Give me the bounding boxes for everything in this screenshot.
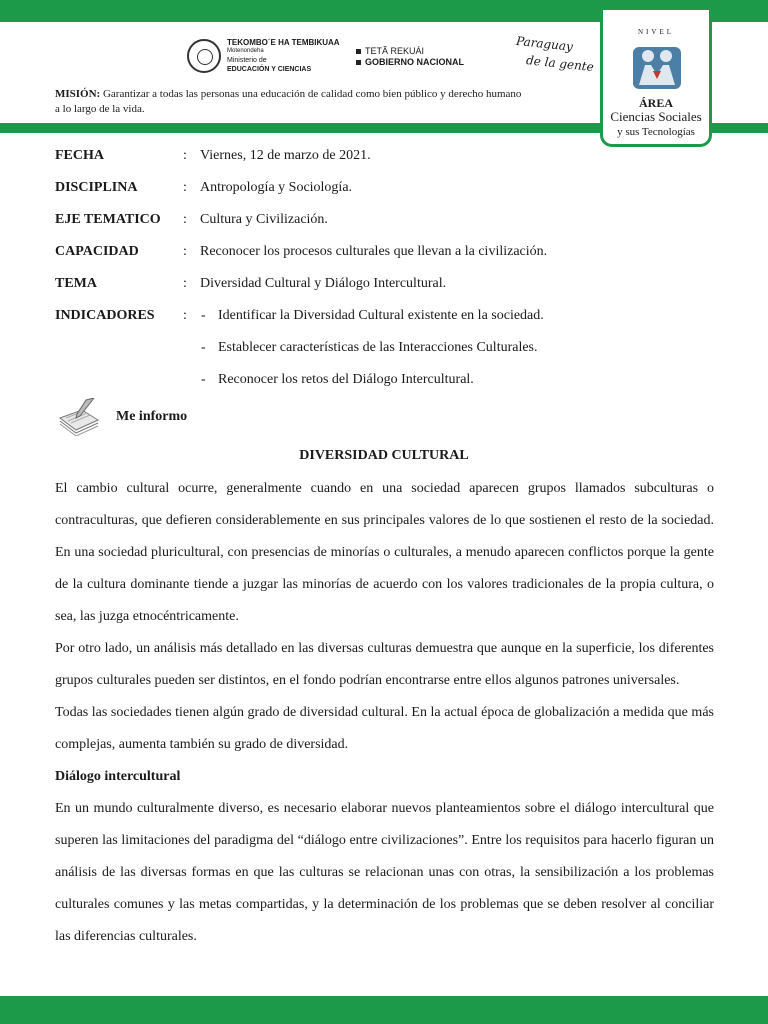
badge-area: ÁREA — [638, 96, 673, 110]
logo1-line4: EDUCACIÓN Y CIENCIAS — [227, 66, 312, 73]
square-icon — [356, 49, 361, 54]
logo1-line3: Ministerio de — [227, 57, 267, 64]
government-logo — [356, 46, 464, 68]
badge-area-name: Ciencias Sociales — [610, 109, 702, 124]
meta-label: DISCIPLINA — [55, 180, 138, 195]
logo2-line2: GOBIERNO NACIONAL — [365, 57, 464, 67]
me-informo-section — [56, 398, 187, 436]
meta-row-capacidad — [55, 244, 735, 276]
meta-value: Antropología y Sociología. — [200, 180, 353, 195]
bullet-dash: - — [201, 340, 206, 355]
meta-label: EJE TEMATICO — [55, 212, 161, 227]
meta-colon: : — [183, 148, 187, 163]
meta-colon: : — [183, 308, 187, 323]
meta-label: FECHA — [55, 148, 104, 163]
notebook-pencil-icon — [56, 398, 102, 436]
meta-row-eje — [55, 212, 735, 244]
badge-nivel: NIVEL — [638, 28, 674, 36]
indicator-item: Identificar la Diversidad Cultural existente en la sociedad. — [218, 308, 544, 323]
footer-green-bar — [0, 996, 768, 1024]
logo1-line1: TEKOMBO´E HA TEMBIKUAA — [227, 38, 340, 47]
section-title: DIVERSIDAD CULTURAL — [299, 448, 469, 463]
paragraph-3: Todas las sociedades tienen algún grado de diversidad cultural. En la actual época de globalización a medida que más complejas, aumenta también su grado de diversidad. — [55, 705, 714, 752]
subheading: Diálogo intercultural — [55, 769, 181, 784]
meta-colon: : — [183, 212, 187, 227]
logo3-line1: Paraguay — [515, 33, 574, 54]
meta-colon: : — [183, 244, 187, 259]
mission-statement — [55, 87, 525, 117]
meta-label: INDICADORES — [55, 308, 155, 323]
indicator-item: Reconocer los retos del Diálogo Intercultural. — [218, 372, 474, 387]
body-text — [55, 473, 714, 953]
indicator-item: Establecer características de las Interacciones Culturales. — [218, 340, 538, 355]
meta-value: Reconocer los procesos culturales que llevan a la civilización. — [200, 244, 548, 259]
badge-level: TERCER — [626, 11, 686, 26]
meta-row-disciplina — [55, 180, 735, 212]
meta-row-fecha — [55, 148, 735, 180]
logo1-line2: Motenondeha — [227, 48, 264, 54]
mission-text: Garantizar a todas las personas una educación de calidad como bien público y derecho humano a lo largo de la vida. — [55, 88, 522, 115]
bullet-dash: - — [201, 308, 206, 323]
meta-row-indicadores — [55, 308, 735, 340]
meta-label: TEMA — [55, 276, 97, 291]
paragraph-1: El cambio cultural ocurre, generalmente cuando en una sociedad aparecen grupos llamados subculturas o contraculturas, que defieren considerablemente en sus principales valores de lo que sostienen el resto de la sociedad. En una sociedad pluricultural, con presencias de minorías o culturales, a menudo aparecen conflictos porque la gente de la cultura dominante tiende a juzgar las minorías de acuerdo con los valores tradicionales de la propia cultura, o sea, las juzga etnocéntricamente. — [55, 481, 714, 624]
level-badge — [600, 10, 712, 147]
paragraph-4: En un mundo culturalmente diverso, es necesario elaborar nuevos planteamientos sobre el diálogo intercultural que superen las limitaciones del paradigma del “diálogo entre civilizaciones”. Entre los requisitos para hacerlo figuran un análisis de las diversas formas en que las culturas se relacionan unas con otras, la sensibilización a los problemas culturales comunes y las metas compartidas, y la determinación de los problemas que se deben resolver al conciliar las diferencias culturales. — [55, 801, 714, 944]
meta-colon: : — [183, 180, 187, 195]
meta-value: Viernes, 12 de marzo de 2021. — [200, 148, 371, 163]
logo3-line2: de la gente — [525, 53, 595, 75]
meta-row-tema — [55, 276, 735, 308]
meta-colon: : — [183, 276, 187, 291]
people-icon — [631, 41, 683, 91]
bullet-dash: - — [201, 372, 206, 387]
meta-value: Diversidad Cultural y Diálogo Intercultural. — [200, 276, 447, 291]
logo2-line1: TETÃ REKUÁI — [365, 46, 425, 56]
lesson-metadata — [55, 148, 735, 404]
paraguay-logo — [513, 32, 596, 76]
ministry-logo — [187, 38, 340, 74]
square-icon — [356, 60, 361, 65]
national-seal-icon — [187, 39, 221, 73]
meta-label: CAPACIDAD — [55, 244, 139, 259]
mission-label: MISIÓN: — [55, 88, 101, 100]
me-informo-label: Me informo — [116, 409, 188, 424]
badge-area-sub: y sus Tecnologías — [617, 126, 695, 138]
indicator-row — [55, 340, 735, 372]
meta-value: Cultura y Civilización. — [200, 212, 328, 227]
paragraph-2: Por otro lado, un análisis más detallado en las diversas culturas demuestra que aunque en la superficie, los diferentes grupos culturales pueden ser distintos, en el fondo podrían encontrarse entre ellos algunos patrones universales. — [55, 641, 714, 688]
